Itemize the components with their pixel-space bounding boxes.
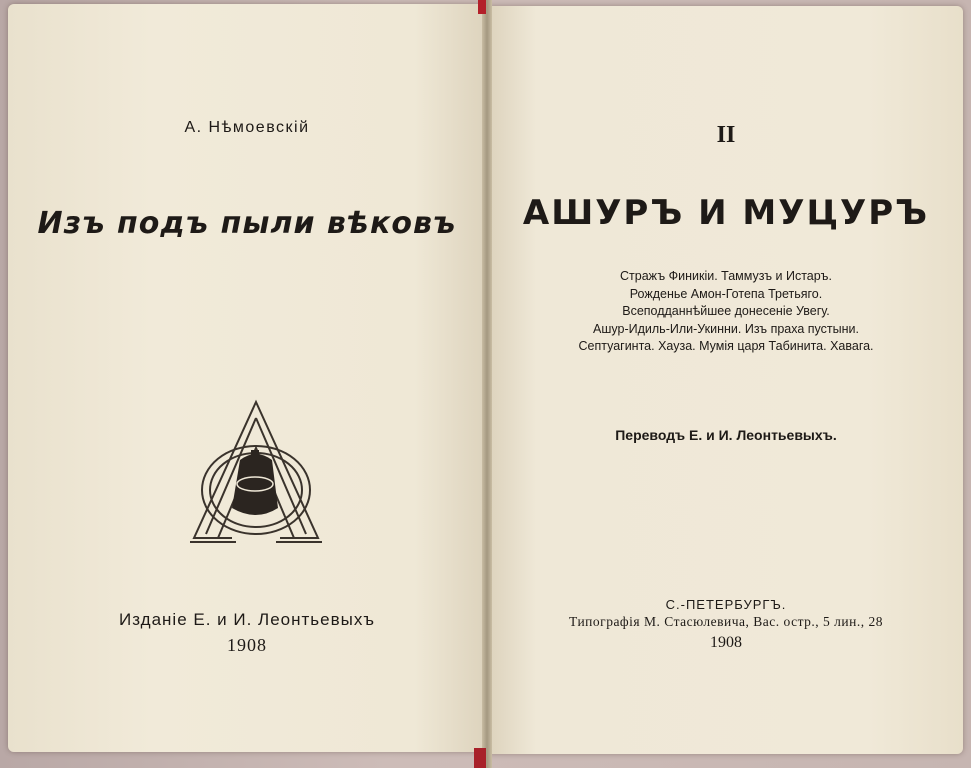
imprint-year: 1908: [710, 634, 742, 651]
part-number: II: [716, 122, 736, 148]
part-title: АШУРЪ И МУЦУРЪ: [522, 193, 930, 233]
contents-list: [489, 268, 963, 356]
book-title: Изъ подъ пыли вѣковъ: [37, 206, 457, 241]
publisher-emblem-icon: [188, 398, 324, 546]
bookmark-ribbon-bottom: [474, 748, 486, 768]
contents-line: Стражъ Финикіи. Таммузъ и Истаръ.: [620, 269, 832, 283]
publication-year: 1908: [227, 635, 267, 655]
translation-credit: Переводъ Е. и И. Леонтьевыхъ.: [615, 427, 837, 443]
bookmark-ribbon-top: [478, 0, 486, 14]
author-name: А. Нѣмоевскій: [184, 119, 310, 136]
imprint-printer: Типографія М. Стасюлевича, Вас. остр., 5 лин., 28: [569, 614, 883, 629]
contents-line: Всеподданнѣйшее донесеніе Увегу.: [622, 304, 830, 319]
imprint-city: С.-ПЕТЕРБУРГЪ.: [665, 597, 787, 612]
contents-line: Рожденье Амон-Готепа Третьяго.: [629, 286, 823, 301]
contents-line: Ашур-Идиль-Или-Укинни. Изъ праха пустыни.: [593, 321, 859, 336]
publisher-line: Изданіе Е. и И. Леонтьевыхъ: [119, 610, 375, 629]
contents-line: Септуагинта. Хауза. Мумія царя Табинита. Хавага.: [578, 339, 874, 354]
